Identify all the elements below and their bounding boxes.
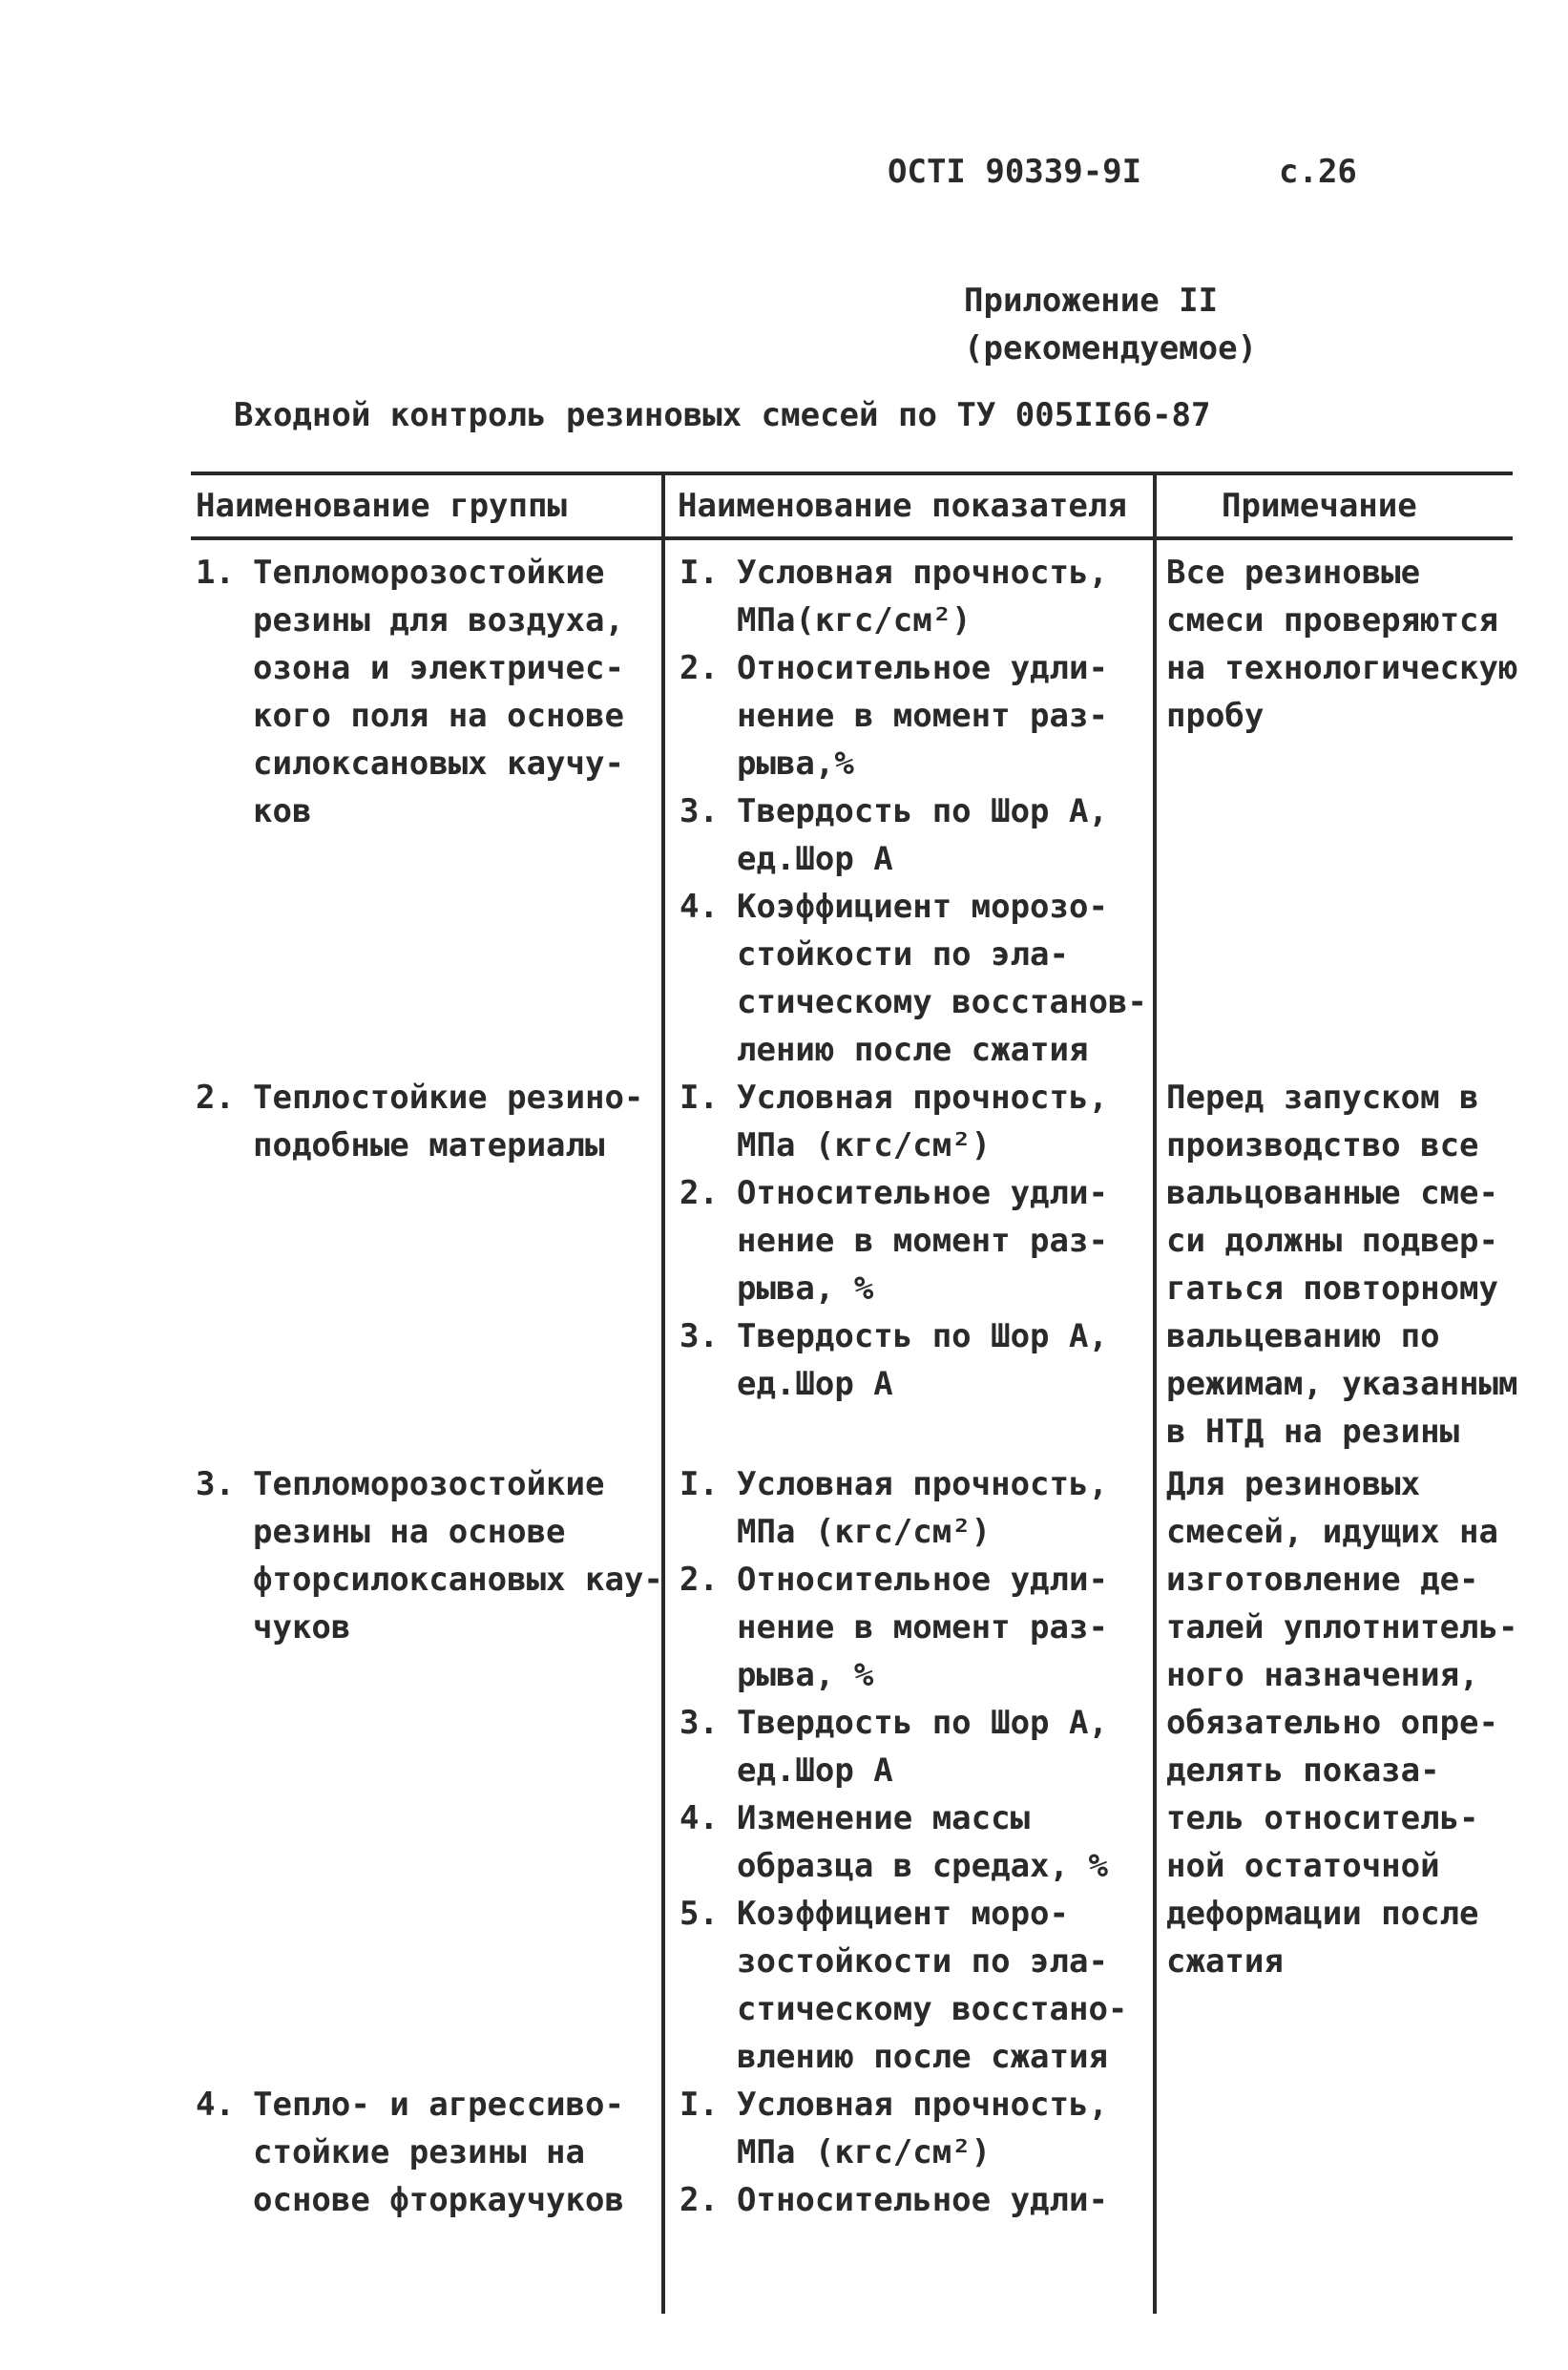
table-row-4-indicators: I. Условная прочность, МПа (кгс/см²) 2. Относительное удли- <box>679 2086 1108 2219</box>
document-heading: Входной контроль резиновых смесей по ТУ 005II66-87 <box>234 396 1211 434</box>
table-row-3-indicators: I. Условная прочность, МПа (кгс/см²) 2. Относительное удли- нение в момент раз- рыва, % 3. Твердость по Шор А, ед.Шор А 4. Изменение массы образца в средах, % 5. Коэффициент моро- зостойкости по эла- стическому восстано- влению после сжатия <box>679 1465 1128 2076</box>
table-row-1-note: Все резиновые смеси проверяются на технологическую пробу <box>1166 554 1518 735</box>
page-number: с.26 <box>1279 153 1357 191</box>
table-row-1-indicators: I. Условная прочность, МПа(кгс/см²) 2. Относительное удли- нение в момент раз- рыва,% 3. Твердость по Шор А, ед.Шор А 4. Коэффициент морозо- стойкости по эла- стическому восстанов- лению после сжатия <box>679 554 1147 1069</box>
table-header-rule <box>191 536 1513 540</box>
column-divider-1 <box>661 472 665 2314</box>
table-row-1-group: 1. Тепломорозостойкие резины для воздуха, озона и электричес- кого поля на основе силоксановых каучу- ков <box>196 554 624 830</box>
table-row-2-note: Перед запуском в производство все вальцованные сме- си должны подвер- гаться повторному вальцеванию по режимам, указанным в НТД на резины <box>1166 1079 1518 1451</box>
column-header-group: Наименование группы <box>196 487 567 525</box>
document-code: ОСТI 90339-9I <box>888 153 1142 191</box>
table-row-2-indicators: I. Условная прочность, МПа (кгс/см²) 2. Относительное удли- нение в момент раз- рыва, % 3. Твердость по Шор А, ед.Шор А <box>679 1079 1108 1403</box>
table-row-4-group: 4. Тепло- и агрессиво- стойкие резины на основе фторкаучуков <box>196 2086 624 2219</box>
appendix-subtitle: (рекомендуемое) <box>964 329 1258 367</box>
column-header-indicator: Наименование показателя <box>678 487 1127 525</box>
table-row-2-group: 2. Теплостойкие резино- подобные материалы <box>196 1079 644 1164</box>
table-row-3-group: 3. Тепломорозостойкие резины на основе фторсилоксановых кау- чуков <box>196 1465 663 1646</box>
table-row-3-note: Для резиновых смесей, идущих на изготовление де- талей уплотнитель- ного назначения, обязательно опре- делять показа- тель относитель- ной остаточной деформации после сжатия <box>1166 1465 1518 1981</box>
appendix-title: Приложение II <box>964 282 1219 320</box>
column-divider-2 <box>1153 472 1157 2314</box>
column-header-note: Примечание <box>1222 487 1417 525</box>
table-top-rule <box>191 472 1513 475</box>
